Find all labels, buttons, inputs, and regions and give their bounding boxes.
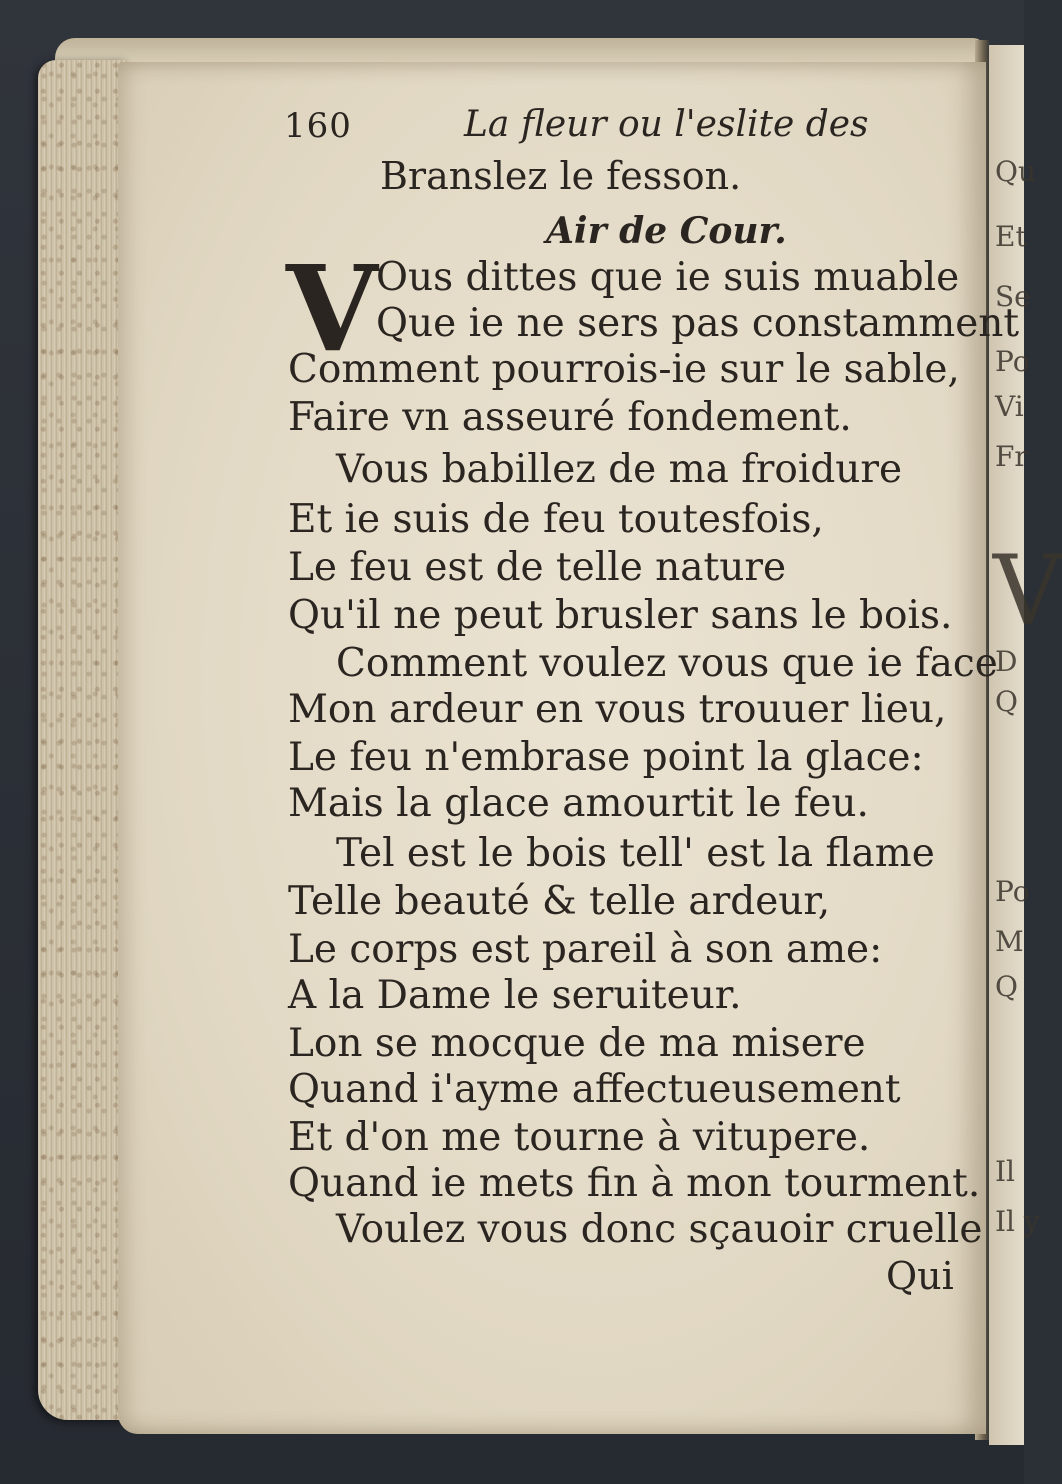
facing-fragment: Q xyxy=(995,685,1018,718)
facing-fragment: Et xyxy=(995,220,1027,253)
facing-fragment: Q xyxy=(995,970,1018,1003)
verse-line: Comment pourrois-ie sur le sable, xyxy=(288,347,960,392)
facing-fragment: Qu xyxy=(995,155,1036,188)
verse-line: Et d'on me tourne à vitupere. xyxy=(288,1115,871,1160)
song-subtitle: Air de Cour. xyxy=(546,210,787,252)
catchword: Qui xyxy=(886,1254,954,1298)
verse-line: Comment voulez vous que ie face xyxy=(336,641,998,686)
facing-fragment: Il y xyxy=(995,1205,1040,1238)
running-header xyxy=(284,104,869,146)
facing-page xyxy=(989,45,1062,1445)
verse-line: Vous babillez de ma froidure xyxy=(336,447,903,492)
verse-line: Le corps est pareil à son ame: xyxy=(288,927,883,972)
facing-fragment: Fr xyxy=(995,440,1028,473)
verse-line: Que ie ne sers pas constamment xyxy=(376,301,1020,346)
facing-fragment: Po xyxy=(995,875,1030,908)
facing-fragment: Se xyxy=(995,280,1031,313)
verse-line: Ous dittes que ie suis muable xyxy=(376,255,960,300)
verse-line: Tel est le bois tell' est la flame xyxy=(336,831,935,876)
song-title: Branslez le fesson. xyxy=(380,154,742,198)
facing-fragment: Il xyxy=(995,1155,1016,1188)
running-title: La fleur ou l'eslite des xyxy=(464,104,869,145)
verse-line: Qu'il ne peut brusler sans le bois. xyxy=(288,593,953,638)
verse-line: Le feu est de telle nature xyxy=(288,545,787,590)
verse-line: Voulez vous donc sçauoir cruelle xyxy=(336,1207,983,1252)
facing-fragment: D xyxy=(995,645,1018,678)
facing-fragment: Vi xyxy=(995,390,1024,423)
verse-line: Mon ardeur en vous trouuer lieu, xyxy=(288,687,947,732)
drop-cap: V xyxy=(286,239,378,378)
verse-line: Telle beauté & telle ardeur, xyxy=(288,879,831,924)
verse-line: Quand ie mets fin à mon tourment. xyxy=(288,1161,981,1206)
facing-fragment: Po xyxy=(995,345,1030,378)
verse-line: Mais la glace amourtit le feu. xyxy=(288,781,869,826)
verse-line: Le feu n'embrase point la glace: xyxy=(288,735,924,780)
verse-line: Et ie suis de feu toutesfois, xyxy=(288,497,824,542)
page-edges xyxy=(38,60,128,1420)
facing-fragment: M xyxy=(995,925,1024,958)
verse-line: Quand i'ayme affectueusement xyxy=(288,1067,901,1112)
verse-line: Faire vn asseuré fondement. xyxy=(288,395,852,440)
verse-line: A la Dame le seruiteur. xyxy=(288,973,742,1018)
facing-fragment: V xyxy=(993,535,1062,647)
verse-line: Lon se mocque de ma misere xyxy=(288,1021,866,1066)
page-number: 160 xyxy=(284,106,352,146)
